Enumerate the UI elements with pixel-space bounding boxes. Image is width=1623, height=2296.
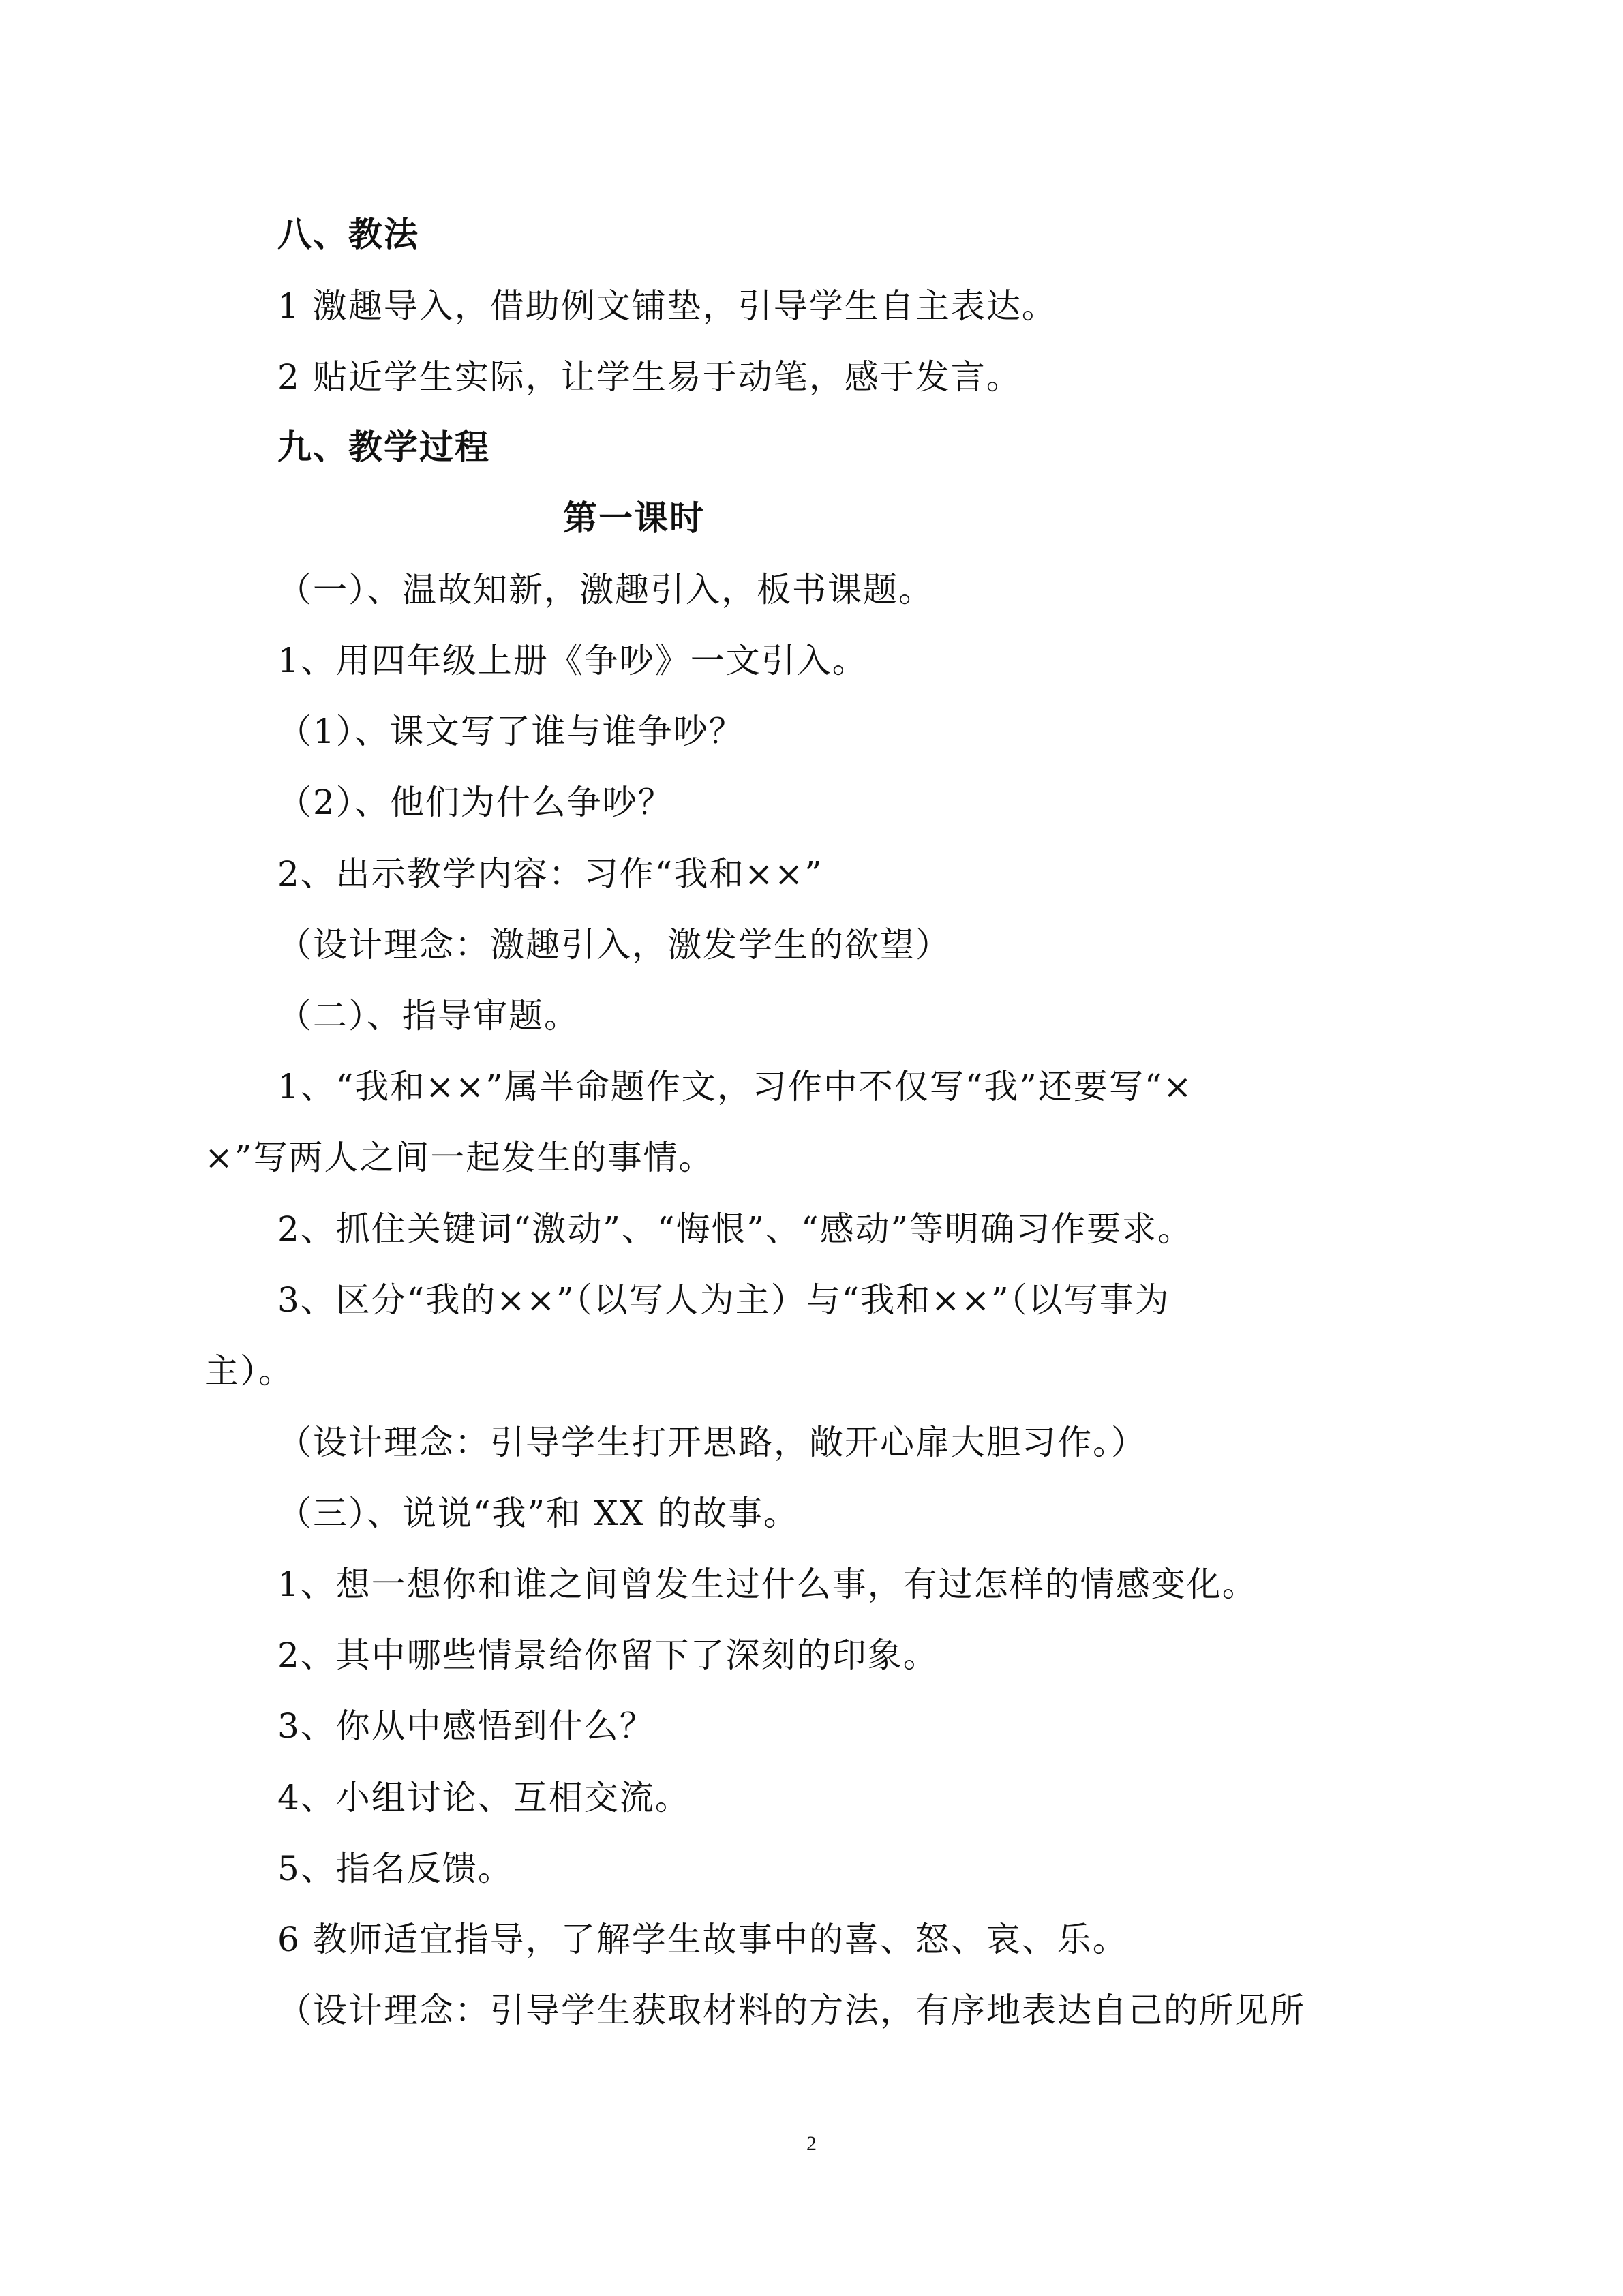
paragraph-continuation: ×”写两人之间一起发生的事情。: [204, 1138, 714, 1177]
section-heading-teaching-methods: 八、教法: [277, 215, 419, 254]
paragraph: 4、小组讨论、互相交流。: [277, 1778, 691, 1817]
lesson-title: 第一课时: [563, 498, 705, 538]
paragraph: 1 激趣导入，借助例文铺垫，引导学生自主表达。: [277, 286, 1057, 326]
paragraph: 2 贴近学生实际，让学生易于动笔，感于发言。: [277, 357, 1022, 397]
paragraph: 2、其中哪些情景给你留下了深刻的印象。: [277, 1635, 939, 1675]
paragraph: 2、出示教学内容：习作“我和××”: [277, 854, 823, 894]
paragraph: 1、“我和××”属半命题作文，习作中不仅写“我”还要写“×: [277, 1067, 1194, 1106]
paragraph: （2）、他们为什么争吵？: [277, 783, 673, 822]
section-heading-teaching-process: 九、教学过程: [277, 427, 490, 467]
paragraph: 3、你从中感悟到什么？: [277, 1706, 655, 1746]
design-note: （设计理念：引导学生获取材料的方法，有序地表达自己的所见所: [277, 1991, 1305, 2030]
paragraph: 3、区分“我的××”（以写人为主）与“我和××”（以写事为: [277, 1280, 1170, 1320]
paragraph: 1、想一想你和谁之间曾发生过什么事，有过怎样的情感变化。: [277, 1565, 1258, 1604]
sub-heading: （二）、指导审题。: [277, 996, 579, 1036]
paragraph: 1、用四年级上册《争吵》一文引入。: [277, 641, 868, 680]
paragraph: 2、抓住关键词“激动”、“悔恨”、“感动”等明确习作要求。: [277, 1209, 1194, 1249]
sub-heading: （一）、温故知新，激趣引入，板书课题。: [277, 570, 934, 609]
paragraph-continuation: 主）。: [204, 1351, 294, 1391]
design-note: （设计理念：激趣引入，激发学生的欲望）: [277, 925, 951, 965]
paragraph: （1）、课文写了谁与谁争吵？: [277, 712, 744, 751]
paragraph: 5、指名反馈。: [277, 1849, 513, 1888]
paragraph: 6 教师适宜指导，了解学生故事中的喜、怒、哀、乐。: [277, 1920, 1128, 1959]
page-number: 2: [806, 2132, 817, 2155]
sub-heading: （三）、说说“我”和 XX 的故事。: [277, 1494, 800, 1533]
design-note: （设计理念：引导学生打开思路，敞开心扉大胆习作。）: [277, 1423, 1147, 1462]
